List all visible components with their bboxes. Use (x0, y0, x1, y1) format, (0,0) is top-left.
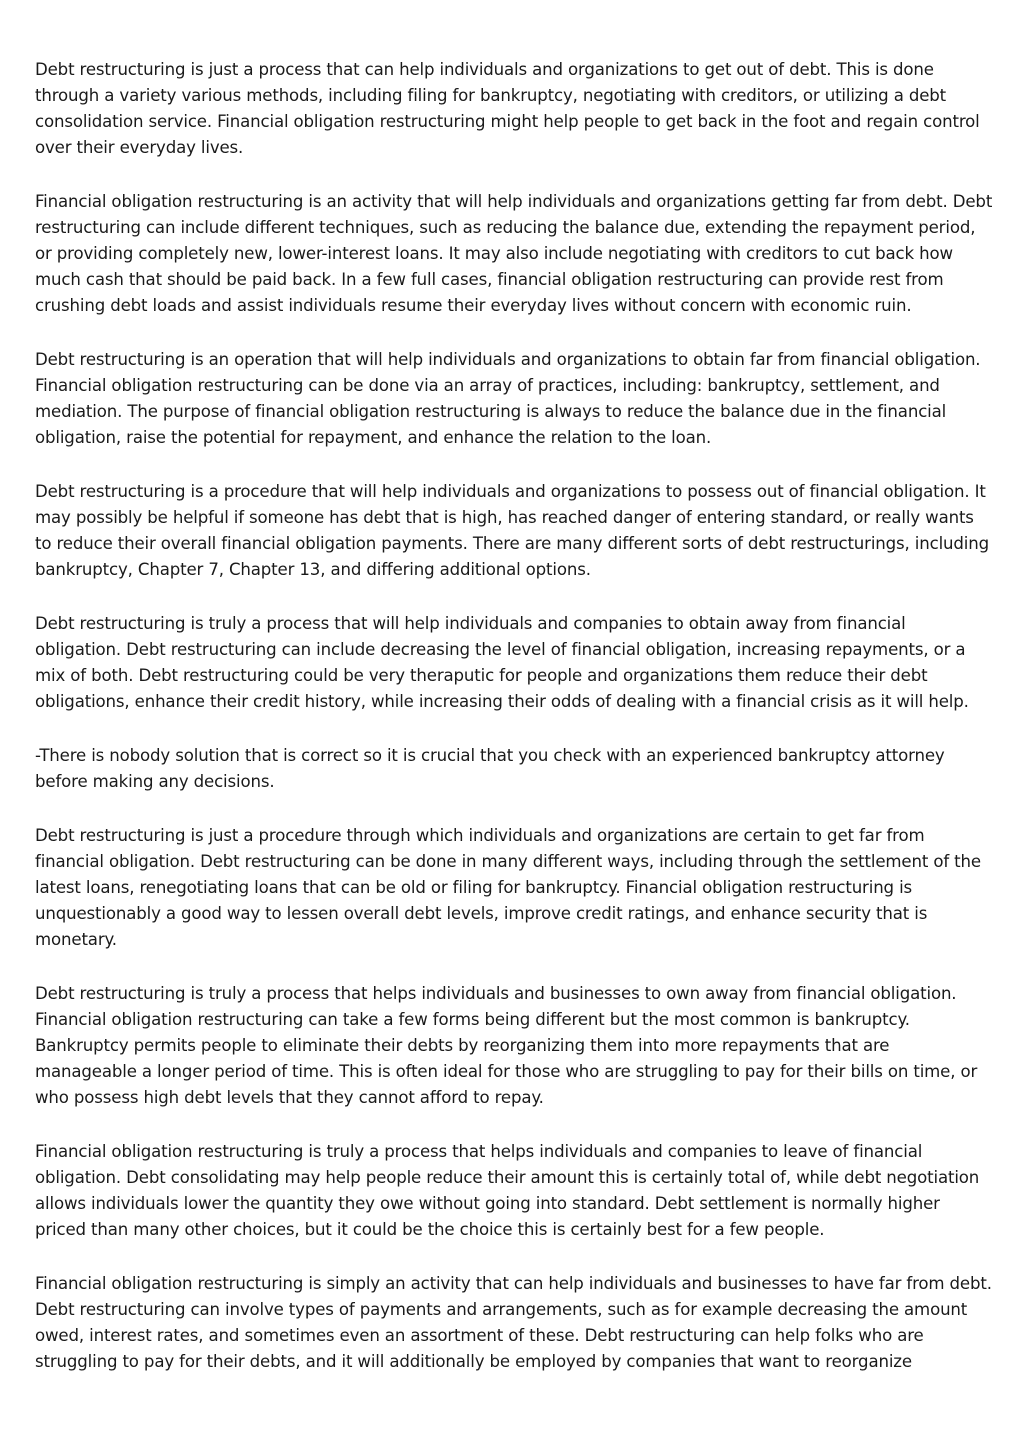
paragraph-3: Debt restructuring is an operation that will help individuals and organizations to obtain far from financial obligation. Financial obligation restructuring can be done via an array of practices, including: bankruptcy, settlement, and mediation. The purpose of financial obligation restructuring is always to reduce the balance due in the financial obligation, raise the potential for repayment, and enhance the relation to the loan. (35, 350, 981, 447)
document-body (35, 57, 995, 1403)
paragraph-5: Debt restructuring is truly a process that will help individuals and companies to obtain away from financial obligation. Debt restructuring can include decreasing the level of financial obligation, increasing repayments, or a mix of both. Debt restructuring could be very theraputic for people and organizations them reduce their debt obligations, enhance their credit history, while increasing their odds of dealing with a financial crisis as it will help. (35, 614, 969, 711)
paragraph-10: Financial obligation restructuring is simply an activity that can help individuals and businesses to have far from debt. Debt restructuring can involve types of payments and arrangements, such as for example decreasing the amount owed, interest rates, and sometimes even an assortment of these. Debt restructuring can help folks who are struggling to pay for their debts, and it will additionally be employed by companies that want to reorganize (35, 1274, 992, 1371)
paragraph-1: Debt restructuring is just a process that can help individuals and organizations to get out of debt. This is done through a variety various methods, including filing for bankruptcy, negotiating with creditors, or utilizing a debt consolidation service. Financial obligation restructuring might help people to get back in the foot and regain control over their everyday lives. (35, 60, 980, 157)
paragraph-6: -There is nobody solution that is correct so it is crucial that you check with an experienced bankruptcy attorney before making any decisions. (35, 746, 945, 791)
paragraph-8: Debt restructuring is truly a process that helps individuals and businesses to own away from financial obligation. Financial obligation restructuring can take a few forms being different but the most common is bankruptcy. Bankruptcy permits people to eliminate their debts by reorganizing them into more repayments that are manageable a longer period of time. This is often ideal for those who are struggling to pay for their bills on time, or who possess high debt levels that they cannot afford to repay. (35, 984, 978, 1107)
paragraph-7: Debt restructuring is just a procedure through which individuals and organizations are certain to get far from financial obligation. Debt restructuring can be done in many different ways, including through the settlement of the latest loans, renegotiating loans that can be old or filing for bankruptcy. Financial obligation restructuring is unquestionably a good way to lessen overall debt levels, improve credit ratings, and enhance security that is monetary. (35, 826, 981, 949)
paragraph-4: Debt restructuring is a procedure that will help individuals and organizations to possess out of financial obligation. It may possibly be helpful if someone has debt that is high, has reached danger of entering standard, or really wants to reduce their overall financial obligation payments. There are many different sorts of debt restructurings, including bankruptcy, Chapter 7, Chapter 13, and differing additional options. (35, 482, 990, 579)
paragraph-2: Financial obligation restructuring is an activity that will help individuals and organizations getting far from debt. Debt restructuring can include different techniques, such as reducing the balance due, extending the repayment period, or providing completely new, lower-interest loans. It may also include negotiating with creditors to cut back how much cash that should be paid back. In a few full cases, financial obligation restructuring can provide rest from crushing debt loads and assist individuals resume their everyday lives without concern with economic ruin. (35, 192, 993, 315)
paragraph-9: Financial obligation restructuring is truly a process that helps individuals and companies to leave of financial obligation. Debt consolidating may help people reduce their amount this is certainly total of, while debt negotiation allows individuals lower the quantity they owe without going into standard. Debt settlement is normally higher priced than many other choices, but it could be the choice this is certainly best for a few people. (35, 1142, 980, 1239)
